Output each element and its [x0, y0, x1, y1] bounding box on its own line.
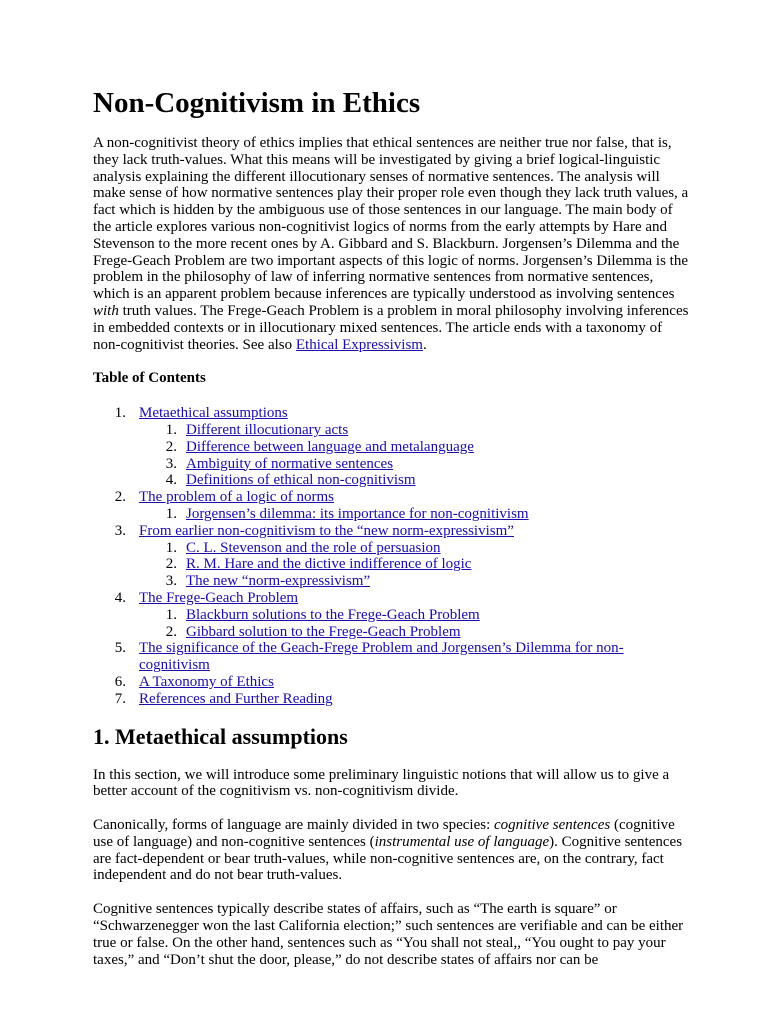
toc-link[interactable]: The Frege-Geach Problem	[139, 589, 299, 606]
toc-sublink[interactable]: Gibbard solution to the Frege-Geach Problem	[186, 623, 461, 640]
intro-paragraph	[93, 135, 693, 353]
toc-link[interactable]: References and Further Reading	[139, 690, 333, 707]
toc-item-number: 5.	[114, 640, 126, 657]
toc-subitem-number: 1.	[165, 505, 177, 522]
toc-subitem	[93, 422, 693, 439]
intro-end: .	[422, 336, 427, 353]
p2-text-c: (cognitive use of language) and non-cognitive sentences (	[93, 817, 675, 850]
toc-subitem	[93, 573, 693, 590]
table-of-contents	[93, 405, 693, 707]
section-paragraph-3: Cognitive sentences typically describe states of affairs, such as “The earth is square” or “Schwarzenegger won the last California election;” such sentences are verifiable and can be either true or false. On the other hand, sentences such as “You shall not steal,, “You ought to pay your taxes,” and “Don’t shut the door, please,” do not describe states of affairs nor can be	[93, 901, 684, 968]
toc-sublink[interactable]: Difference between language and metalanguage	[186, 438, 474, 455]
toc-sublist	[93, 540, 693, 590]
toc-sublink[interactable]: C. L. Stevenson and the role of persuasion	[186, 539, 441, 556]
toc-sublink[interactable]: Definitions of ethical non-cognitivism	[186, 472, 416, 489]
toc-sublink[interactable]: Blackburn solutions to the Frege-Geach Problem	[186, 606, 480, 623]
toc-subitem	[93, 456, 693, 473]
toc-subitem	[93, 540, 693, 557]
toc-sublist	[93, 422, 693, 489]
intro-emphasis: with	[93, 302, 119, 319]
p2-emphasis-b: cognitive sentences	[494, 817, 611, 834]
intro-text-2: truth values. The Frege-Geach Problem is a problem in moral philosophy involving inferences in embedded contexts or in illocutionary mixed sentences. The article ends with a taxonomy of non-cognitivist theories. See also	[93, 302, 689, 353]
toc-item	[93, 640, 693, 674]
toc-item	[93, 405, 693, 489]
section-heading: 1. Metaethical assumptions	[93, 723, 348, 749]
section-paragraph-1: In this section, we will introduce some preliminary linguistic notions that will allow us to give a better account of the cognitivism vs. non-cognitivism divide.	[93, 766, 670, 800]
toc-subitem-number: 2.	[165, 556, 177, 573]
toc-sublink[interactable]: Different illocutionary acts	[186, 421, 349, 438]
toc-sublink[interactable]: Jorgensen’s dilemma: its importance for non-cognitivism	[186, 505, 529, 522]
toc-link[interactable]: The problem of a logic of norms	[139, 489, 334, 506]
toc-link[interactable]: A Taxonomy of Ethics	[139, 673, 274, 690]
toc-subitem-number: 1.	[165, 606, 177, 623]
toc-subitem-number: 2.	[165, 438, 177, 455]
toc-sublink[interactable]: Ambiguity of normative sentences	[186, 455, 394, 472]
toc-subitem-number: 4.	[165, 472, 177, 489]
p2-emphasis-d: instrumental use of language	[374, 833, 550, 850]
toc-item-number: 2.	[114, 489, 126, 506]
toc-item-number: 7.	[114, 690, 126, 707]
section-paragraph-2	[93, 817, 693, 884]
toc-item-number: 3.	[114, 522, 126, 539]
toc-subitem	[93, 607, 693, 624]
toc-sublink[interactable]: The new “norm-expressivism”	[186, 573, 371, 590]
toc-item	[93, 489, 693, 523]
toc-subitem	[93, 624, 693, 641]
toc-sublist	[93, 506, 693, 523]
toc-item-number: 4.	[114, 589, 126, 606]
toc-subitem	[93, 556, 693, 573]
toc-subitem-number: 3.	[165, 573, 177, 590]
toc-subitem-number: 1.	[165, 539, 177, 556]
toc-heading: Table of Contents	[93, 370, 206, 387]
ethical-expressivism-link[interactable]: Ethical Expressivism	[295, 336, 423, 353]
article	[93, 86, 693, 985]
toc-item-number: 1.	[114, 405, 126, 422]
p2-text-e: ). Cognitive sentences are fact-dependent or bear truth-values, while non-cognitive sentences are, on the contrary, fact independent and do not bear truth-values.	[93, 833, 683, 884]
p2-text-a: Canonically, forms of language are mainly divided in two species:	[93, 817, 495, 834]
toc-link[interactable]: From earlier non-cognitivism to the “new norm-expressivism”	[139, 522, 514, 539]
toc-item	[93, 691, 693, 708]
toc-link[interactable]: The significance of the Geach-Frege Problem and Jorgensen’s Dilemma for non-cognitivism	[139, 640, 624, 674]
toc-sublink[interactable]: R. M. Hare and the dictive indifference of logic	[186, 556, 472, 573]
toc-subitem-number: 2.	[165, 623, 177, 640]
toc-sublist	[93, 607, 693, 641]
toc-link[interactable]: Metaethical assumptions	[139, 405, 288, 422]
toc-item-number: 6.	[114, 673, 126, 690]
toc-item	[93, 523, 693, 590]
page-title: Non-Cognitivism in Ethics	[93, 87, 421, 119]
toc-subitem-number: 3.	[165, 455, 177, 472]
toc-subitem	[93, 506, 693, 523]
toc-item	[93, 674, 693, 691]
toc-subitem-number: 1.	[165, 421, 177, 438]
toc-subitem	[93, 439, 693, 456]
intro-text: A non-cognitivist theory of ethics implies that ethical sentences are neither true nor false, that is, they lack truth-values. What this means will be investigated by giving a brief logical-linguistic analysis explaining the different illocutionary senses of normative sentences. The analysis will make sense of how normative sentences play their proper role even though they lack truth values, a fact which is hidden by the ambiguous use of those sentences in our language. The main body of the article explores various non-cognitivist logics of norms from the early attempts by Hare and Stevenson to the more recent ones by A. Gibbard and S. Blackburn. Jorgensen’s Dilemma and the Frege-Geach Problem are two important aspects of this logic of norms. Jorgensen’s Dilemma is the problem in the philosophy of law of inferring normative sentences from normative sentences, which is an apparent problem because inferences are typically understood as involving sentences	[93, 135, 689, 303]
toc-item	[93, 590, 693, 640]
toc-subitem	[93, 472, 693, 489]
